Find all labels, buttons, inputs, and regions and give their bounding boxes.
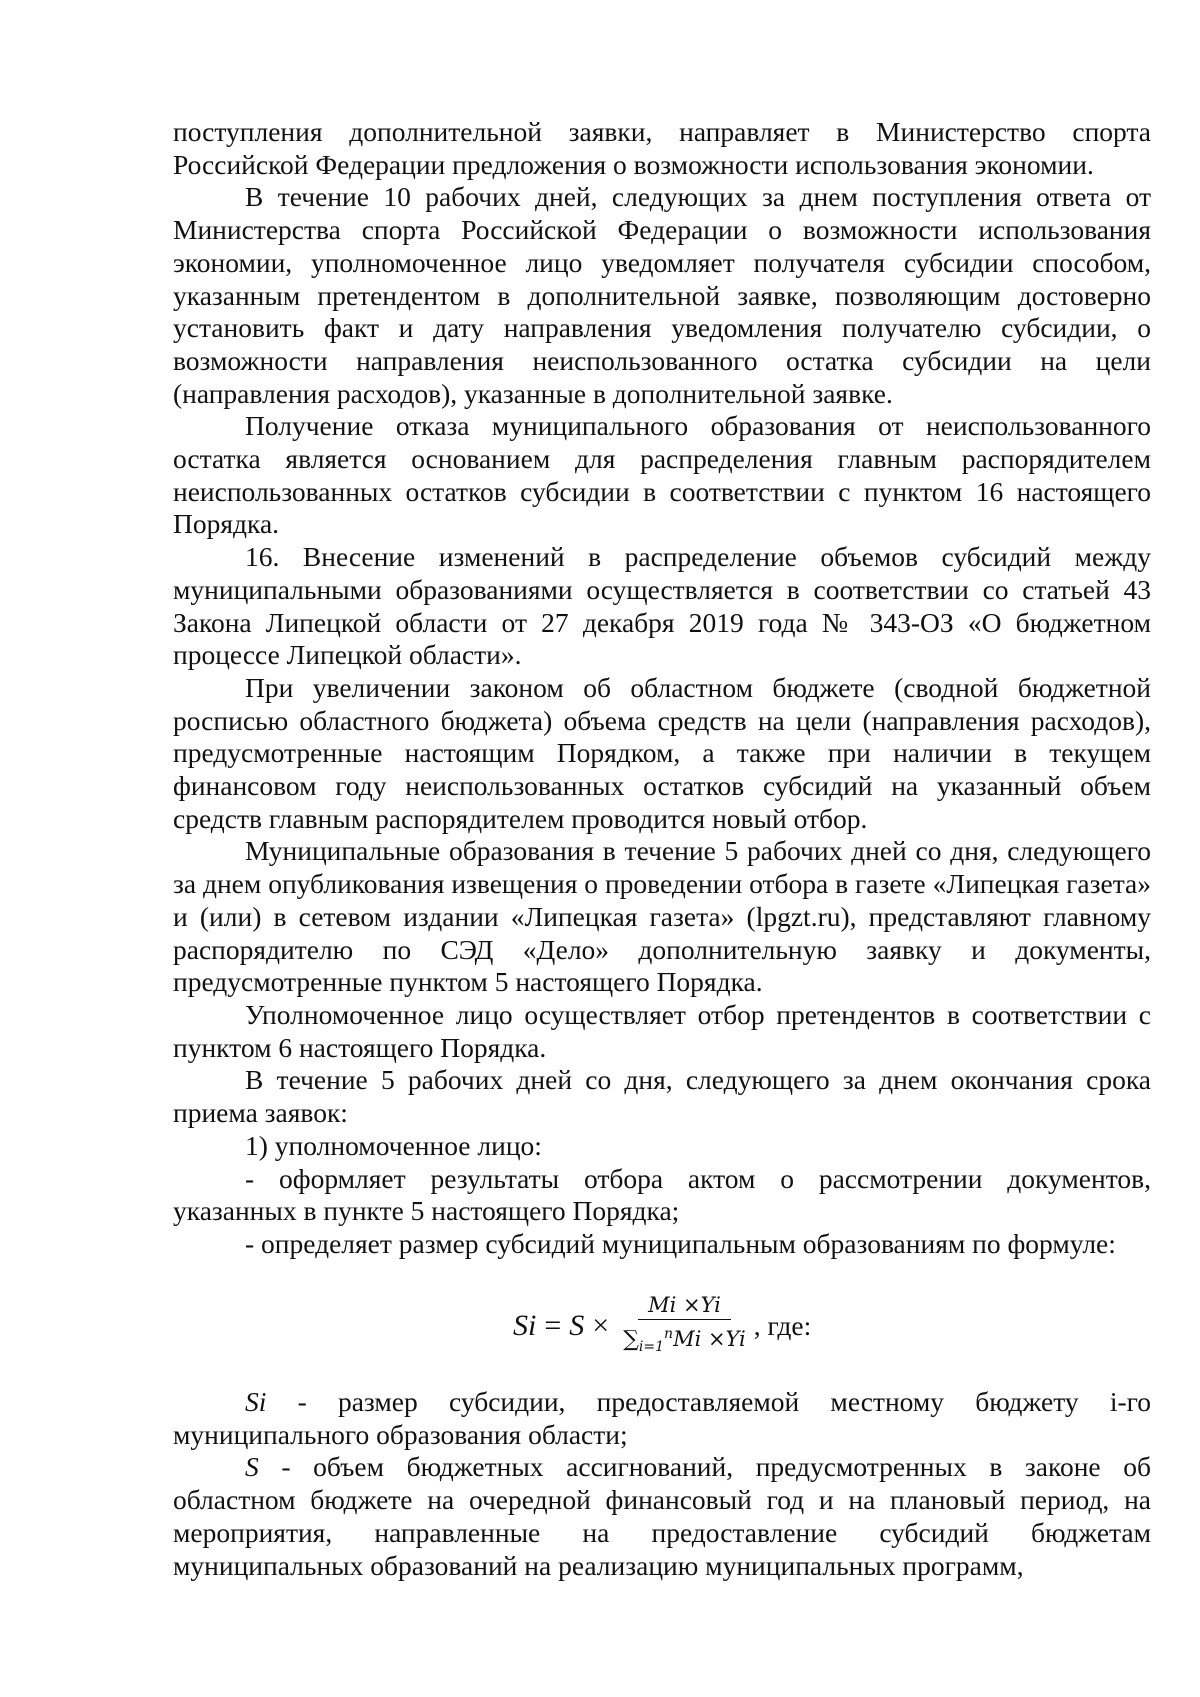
list-item: - определяет размер субсидий муниципальным образованиям по формуле:	[245, 1227, 1116, 1259]
paragraph: В течение 10 рабочих дней, следующих за днем поступления ответа от Министерства спорта Российской Федерации о возможности использования экономии, уполномоченное лицо уведомляет получателя субсидии способом, указанным претендентом в дополнительной заявке, позволяющим достоверно установить факт и дату направления уведомления получателю субсидии, о возможности направления неиспользованного остатка субсидии на цели (направления расходов), указанные в дополнительной заявке.	[173, 181, 1151, 409]
formula-s: S	[569, 1309, 585, 1342]
formula-denominator	[623, 1320, 746, 1359]
paragraph: 16. Внесение изменений в распределение объемов субсидий между муниципальными образованиями осуществляется в соответствии со статьей 43 Закона Липецкой области от 27 декабря 2019 года № 343-ОЗ «О бюджетном процессе Липецкой области».	[173, 541, 1151, 671]
paragraph: Получение отказа муниципального образования от неиспользованного остатка является основанием для распределения главным распорядителем неиспользованных остатков субсидии в соответствии с пунктом 16 настоящего Порядка.	[173, 410, 1151, 540]
denominator-term: Mi ×Yi	[673, 1326, 746, 1351]
formula-fraction	[623, 1293, 746, 1359]
sigma-symbol: ∑	[623, 1326, 639, 1352]
definition-item	[173, 1386, 1151, 1451]
definition-symbol: S	[245, 1451, 259, 1483]
paragraph: Уполномоченное лицо осуществляет отбор претендентов в соответствии с пунктом 6 настоящего Порядка.	[173, 998, 1151, 1063]
body-text	[173, 116, 1151, 1261]
definition-item	[173, 1451, 1151, 1582]
sigma-upper-limit: n	[664, 1325, 674, 1342]
sigma-lower-limit: i=1	[638, 1339, 665, 1356]
paragraph: В течение 5 рабочих дней со дня, следующего за днем окончания срока приема заявок:	[173, 1064, 1151, 1129]
formula-where: , где:	[753, 1310, 812, 1341]
formula-lhs: Si	[513, 1309, 537, 1342]
list-item: - оформляет результаты отбора актом о рассмотрении документов, указанных в пункте 5 настоящего Порядка;	[173, 1162, 1151, 1227]
formula-expression	[513, 1290, 811, 1362]
definition-symbol: Si	[245, 1386, 267, 1417]
subsidy-formula	[0, 1290, 1200, 1380]
paragraph: При увеличении законом об областном бюджете (сводной бюджетной росписью областного бюджета) объема средств на цели (направления расходов), предусмотренные настоящим Порядком, а также при наличии в текущем финансовом году неиспользованных остатков субсидий на указанный объем средств главным распорядителем проводится новый отбор.	[173, 671, 1151, 834]
list-item: 1) уполномоченное лицо:	[245, 1129, 542, 1161]
definition-text: - объем бюджетных ассигнований, предусмотренных в законе об областном бюджете на очередной финансовый год и на плановый период, на мероприятия, направленные на предоставление субсидий бюджетам муниципальных образований на реализацию муниципальных программ,	[173, 1451, 1151, 1581]
formula-numerator: Mi ×Yi	[638, 1293, 731, 1320]
formula-equals: =	[544, 1309, 562, 1342]
formula-definitions	[173, 1386, 1151, 1582]
definition-text: - размер субсидии, предоставляемой местному бюджету i-го муниципального образования области;	[173, 1386, 1151, 1450]
paragraph: Муниципальные образования в течение 5 рабочих дней со дня, следующего за днем опубликования извещения о проведении отбора в газете «Липецкая газета» и (или) в сетевом издании «Липецкая газета» (lpgzt.ru), представляют главному распорядителю по СЭД «Дело» дополнительную заявку и документы, предусмотренные пунктом 5 настоящего Порядка.	[173, 835, 1151, 998]
formula-times: ×	[592, 1309, 610, 1342]
paragraph: поступления дополнительной заявки, направляет в Министерство спорта Российской Федерации предложения о возможности использования экономии.	[173, 116, 1151, 180]
